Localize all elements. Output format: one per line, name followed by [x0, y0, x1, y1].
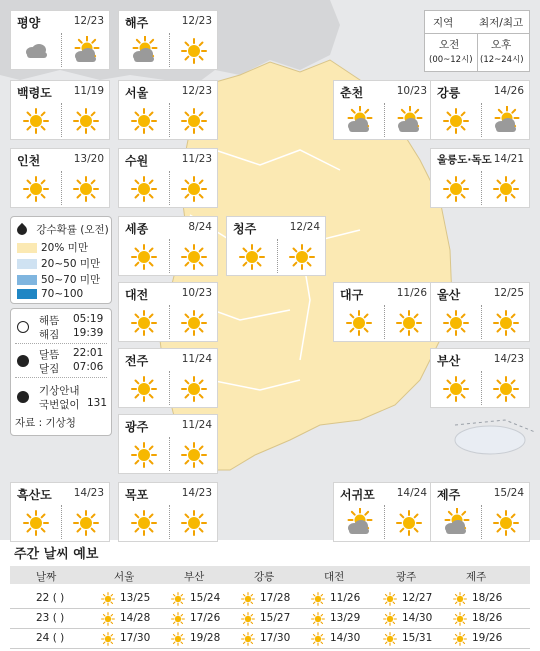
precip-swatch-20	[17, 243, 37, 253]
sun-icon	[310, 591, 326, 611]
sun-icon	[129, 508, 159, 538]
sun-icon	[310, 631, 326, 651]
divider	[61, 505, 62, 539]
city-temp: 11/24	[181, 353, 212, 365]
divider	[61, 33, 62, 67]
city-temp: 14/23	[493, 353, 524, 365]
weekly-temp: 17/26	[190, 612, 221, 624]
sun-icon	[441, 174, 471, 204]
legend-region: 지역	[433, 17, 454, 29]
city-name: 서귀포	[340, 488, 375, 502]
city-name: 전주	[125, 354, 149, 368]
weekly-city-header: 광주	[396, 571, 417, 583]
divider	[169, 171, 170, 205]
sun-icon	[240, 611, 256, 631]
divider	[169, 437, 170, 471]
sun-icon	[100, 631, 116, 651]
sun-icon	[170, 591, 186, 611]
city-card-suwon	[118, 148, 218, 208]
city-card-gangneung	[430, 80, 530, 140]
city-card-chuncheon	[333, 80, 433, 140]
weekly-temp: 13/25	[120, 592, 151, 604]
weekly-temp: 19/28	[190, 632, 221, 644]
weekly-date: 22 ( )	[36, 592, 65, 604]
city-name: 수원	[125, 154, 149, 168]
divider	[169, 371, 170, 405]
sun-icon	[179, 106, 209, 136]
sun-icon	[179, 374, 209, 404]
city-card-mokpo	[118, 482, 218, 542]
divider	[61, 103, 62, 137]
city-name: 해주	[125, 16, 149, 30]
city-temp: 12/24	[289, 221, 320, 233]
city-card-incheon	[10, 148, 110, 208]
city-name: 대전	[125, 288, 149, 302]
city-card-cheongju	[226, 216, 326, 276]
moonset-label: 달짐	[39, 363, 60, 375]
city-temp: 15/24	[493, 487, 524, 499]
cloud-icon	[21, 36, 51, 66]
sun-icon	[310, 611, 326, 631]
sun-icon	[394, 508, 424, 538]
city-name: 인천	[17, 154, 41, 168]
sun-icon	[21, 174, 51, 204]
city-name: 서울	[125, 86, 149, 100]
sun-icon	[129, 242, 159, 272]
city-card-jeonju	[118, 348, 218, 408]
sun-icon	[179, 508, 209, 538]
info-line2: 국번없이	[39, 399, 80, 411]
moonrise-label: 달뜸	[39, 349, 60, 361]
sun-icon	[129, 308, 159, 338]
sun-icon	[441, 106, 471, 136]
divider	[169, 239, 170, 273]
sun-icon	[179, 36, 209, 66]
partly-cloudy-icon	[71, 36, 101, 66]
weekly-city-header: 서울	[114, 571, 135, 583]
sun-icon	[170, 611, 186, 631]
sun-icon	[129, 374, 159, 404]
sun-icon	[452, 611, 468, 631]
sun-icon	[179, 308, 209, 338]
sun-icon	[344, 308, 374, 338]
precip-level-4: 70~100	[41, 288, 84, 300]
city-temp: 13/20	[73, 153, 104, 165]
city-temp: 11/26	[396, 287, 427, 299]
city-card-sejong	[118, 216, 218, 276]
city-card-daejeon	[118, 282, 218, 342]
weekly-temp: 15/31	[402, 632, 433, 644]
city-card-jeju	[430, 482, 530, 542]
divider	[277, 239, 278, 273]
weekly-temp: 14/28	[120, 612, 151, 624]
sun-icon	[240, 631, 256, 651]
partly-cloudy-icon	[394, 106, 424, 136]
info-moon-icon	[17, 391, 29, 403]
weekly-temp: 11/26	[330, 592, 361, 604]
weekly-temp: 15/24	[190, 592, 221, 604]
sun-icon	[100, 591, 116, 611]
sun-icon	[129, 174, 159, 204]
city-card-seoul	[118, 80, 218, 140]
partly-cloudy-icon	[344, 106, 374, 136]
sunrise-label: 해뜸	[39, 315, 60, 327]
city-name: 평양	[17, 16, 41, 30]
weekly-date: 24 ( )	[36, 632, 65, 644]
moonset-time: 07:06	[73, 361, 104, 373]
weekly-temp: 13/29	[330, 612, 361, 624]
legend-box	[424, 10, 530, 72]
sun-icon	[170, 631, 186, 651]
weekly-city-header: 강릉	[254, 571, 275, 583]
weekly-temp: 19/26	[472, 632, 503, 644]
city-name: 대구	[340, 288, 364, 302]
divider	[169, 33, 170, 67]
city-name: 울산	[437, 288, 461, 302]
sun-icon	[21, 508, 51, 538]
sun-icon	[71, 508, 101, 538]
sun-icon	[17, 321, 29, 333]
weekly-temp: 17/28	[260, 592, 291, 604]
city-temp: 12/25	[493, 287, 524, 299]
city-name: 흑산도	[17, 488, 52, 502]
precip-swatch-70	[17, 275, 37, 285]
weekly-city-header: 부산	[184, 571, 205, 583]
legend-pm: 오후	[491, 39, 512, 51]
sunset-time: 19:39	[73, 327, 104, 339]
raindrop-icon	[15, 223, 29, 237]
city-card-baengnyeongdo	[10, 80, 110, 140]
weekly-temp: 17/30	[260, 632, 291, 644]
divider	[384, 505, 385, 539]
sun-icon	[179, 174, 209, 204]
divider	[169, 305, 170, 339]
city-temp: 11/23	[181, 153, 212, 165]
moon-icon	[17, 355, 29, 367]
partly-cloudy-icon	[129, 36, 159, 66]
city-temp: 14/21	[493, 153, 524, 165]
city-temp: 10/23	[396, 85, 427, 97]
divider	[169, 505, 170, 539]
city-name: 목포	[125, 488, 149, 502]
legend-minmax: 최저/최고	[479, 17, 524, 29]
data-source: 자료 : 기상청	[15, 417, 76, 429]
city-temp: 12/23	[181, 15, 212, 27]
city-temp: 14/23	[181, 487, 212, 499]
city-temp: 14/26	[493, 85, 524, 97]
sun-icon	[179, 242, 209, 272]
divider	[481, 171, 482, 205]
city-temp: 12/23	[181, 85, 212, 97]
city-card-heuksando	[10, 482, 110, 542]
city-card-ulsan	[430, 282, 530, 342]
sun-icon	[71, 106, 101, 136]
city-name: 춘천	[340, 86, 364, 100]
weekly-temp: 12/27	[402, 592, 433, 604]
sun-icon	[240, 591, 256, 611]
city-name: 백령도	[17, 86, 52, 100]
sun-icon	[237, 242, 267, 272]
city-temp: 12/23	[73, 15, 104, 27]
sun-icon	[382, 591, 398, 611]
sun-icon	[394, 308, 424, 338]
precip-legend	[10, 216, 112, 304]
partly-cloudy-icon	[441, 508, 471, 538]
city-card-ulleungdo	[430, 148, 530, 208]
precip-swatch-100	[17, 289, 37, 299]
weekly-city-header: 제주	[466, 571, 487, 583]
divider	[61, 171, 62, 205]
sun-icon	[452, 631, 468, 651]
sun-icon	[491, 374, 521, 404]
city-card-busan	[430, 348, 530, 408]
sun-icon	[100, 611, 116, 631]
city-name: 광주	[125, 420, 149, 434]
divider	[384, 305, 385, 339]
divider	[481, 505, 482, 539]
sun-icon	[441, 308, 471, 338]
info-line1: 기상안내	[39, 385, 80, 397]
sun-icon	[129, 440, 159, 470]
city-card-daegu	[333, 282, 433, 342]
sun-icon	[179, 440, 209, 470]
city-name: 청주	[233, 222, 257, 236]
divider	[169, 103, 170, 137]
city-temp: 11/19	[73, 85, 104, 97]
sunrise-time: 05:19	[73, 313, 104, 325]
city-temp: 11/24	[181, 419, 212, 431]
city-name: 세종	[125, 222, 149, 236]
sun-icon	[71, 174, 101, 204]
city-temp: 10/23	[181, 287, 212, 299]
astro-info-panel	[10, 308, 112, 436]
legend-am: 오전	[439, 39, 460, 51]
city-temp: 14/24	[396, 487, 427, 499]
precip-level-1: 20% 미만	[41, 242, 88, 254]
precip-level-3: 50~70 미만	[41, 274, 101, 286]
weekly-temp: 14/30	[330, 632, 361, 644]
precip-swatch-50	[17, 259, 37, 269]
weekly-title: 주간 날씨 예보	[14, 547, 99, 562]
moonrise-time: 22:01	[73, 347, 104, 359]
weekly-date: 23 ( )	[36, 612, 65, 624]
partly-cloudy-icon	[344, 508, 374, 538]
sun-icon	[21, 106, 51, 136]
city-card-seogwipo	[333, 482, 433, 542]
city-card-haeju	[118, 10, 218, 70]
sun-icon	[491, 174, 521, 204]
divider	[481, 305, 482, 339]
divider	[384, 103, 385, 137]
weekly-temp: 18/26	[472, 592, 503, 604]
weekly-city-header: 대전	[324, 571, 345, 583]
divider	[481, 103, 482, 137]
sun-icon	[491, 508, 521, 538]
city-card-gwangju	[118, 414, 218, 474]
sun-icon	[452, 591, 468, 611]
sun-icon	[491, 308, 521, 338]
sun-icon	[287, 242, 317, 272]
info-number: 131	[87, 397, 108, 409]
sun-icon	[129, 106, 159, 136]
weekly-temp: 15/27	[260, 612, 291, 624]
city-card-pyongyang	[10, 10, 110, 70]
city-name: 부산	[437, 354, 461, 368]
city-temp: 14/23	[73, 487, 104, 499]
sun-icon	[441, 374, 471, 404]
city-name: 제주	[437, 488, 461, 502]
partly-cloudy-icon	[491, 106, 521, 136]
precip-title: 강수확률 (오전)	[36, 224, 109, 236]
precip-level-2: 20~50 미만	[41, 258, 101, 270]
sun-icon	[382, 631, 398, 651]
legend-am-range: (00~12시)	[429, 55, 473, 65]
weekly-temp: 18/26	[472, 612, 503, 624]
city-temp: 8/24	[188, 221, 212, 233]
weekly-temp: 17/30	[120, 632, 151, 644]
sun-icon	[382, 611, 398, 631]
weekly-temp: 14/30	[402, 612, 433, 624]
weekly-date-header: 날짜	[36, 571, 57, 583]
legend-pm-range: (12~24시)	[480, 55, 524, 65]
divider	[481, 371, 482, 405]
city-name: 울릉도·독도	[437, 154, 492, 166]
jeju-island	[455, 426, 525, 454]
city-name: 강릉	[437, 86, 461, 100]
sunset-label: 해짐	[39, 329, 60, 341]
